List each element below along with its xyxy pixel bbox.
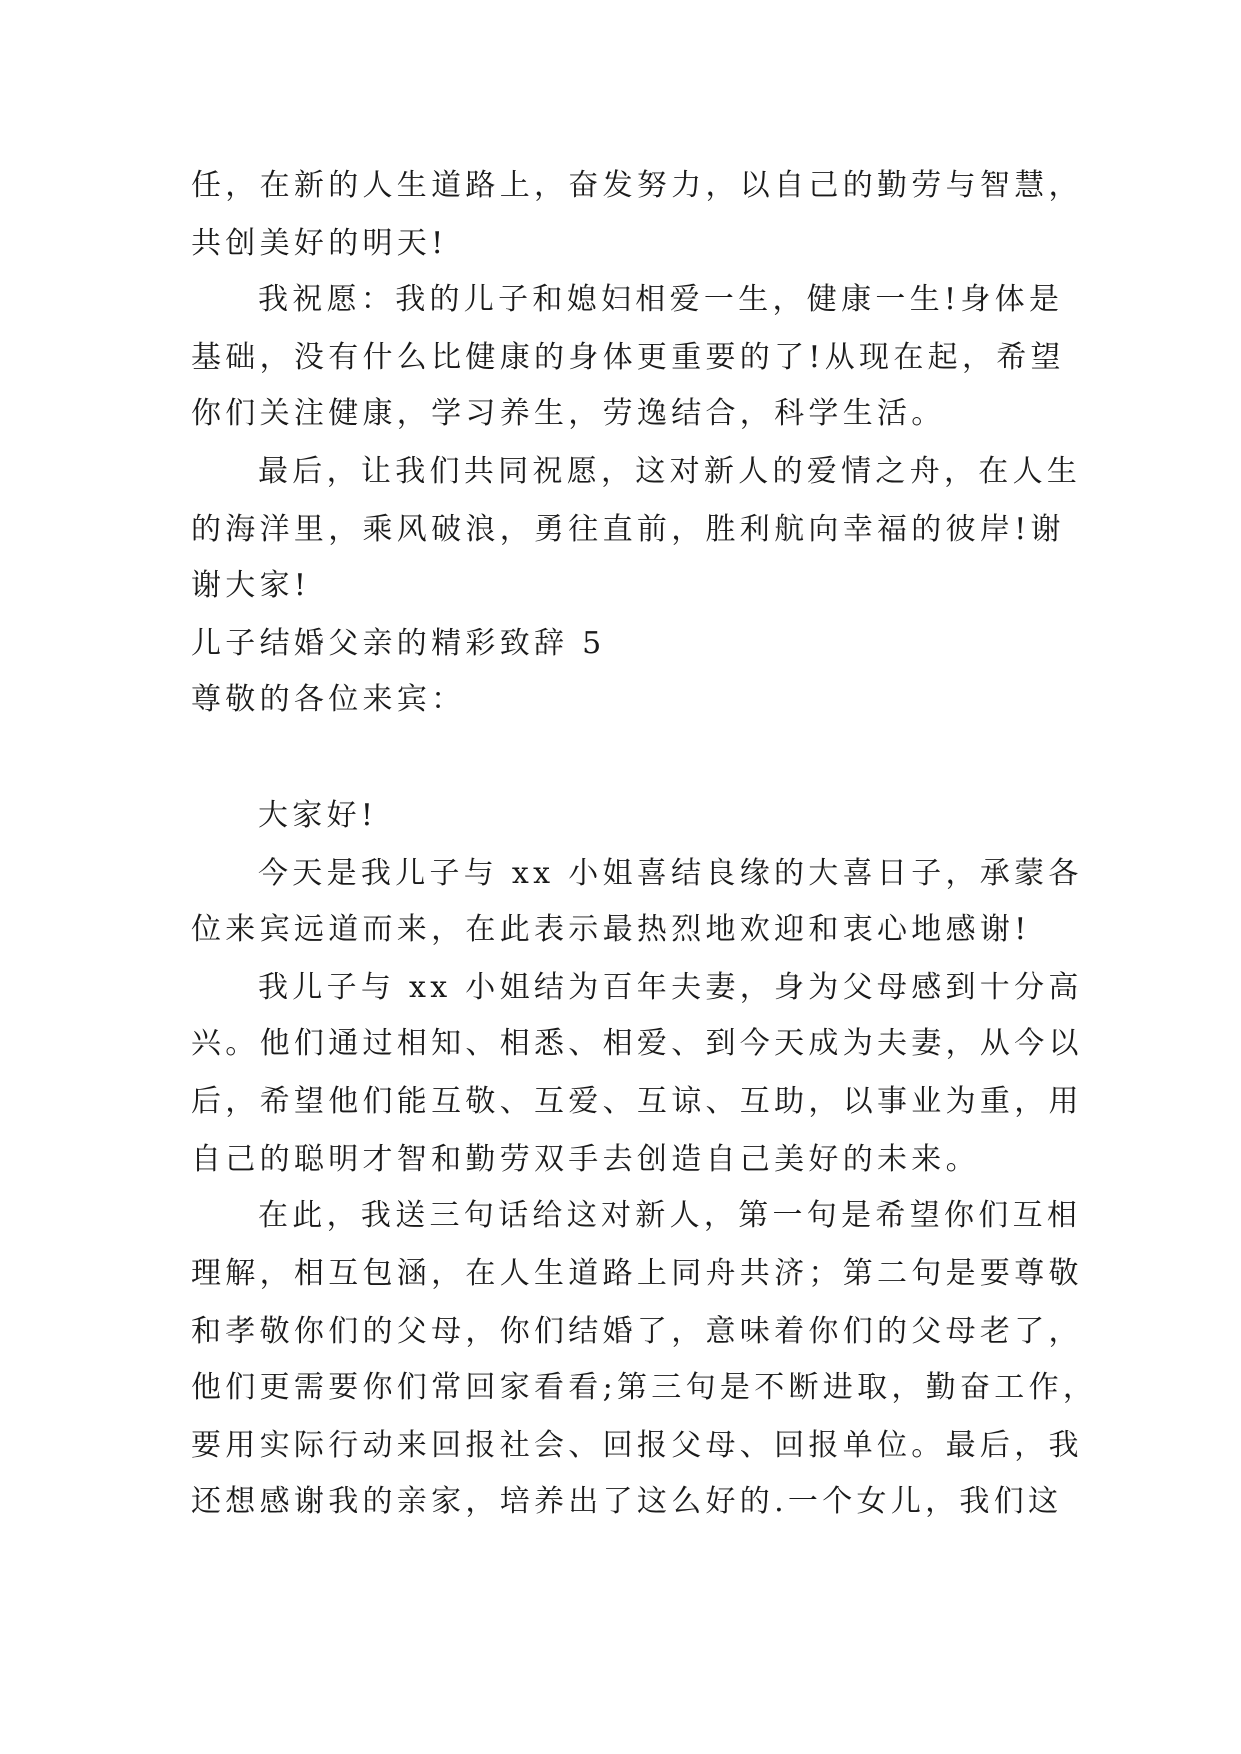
paragraph-line: 兴。他们通过相知、相悉、相爱、到今天成为夫妻，从今以	[191, 1026, 1083, 1061]
paragraph-line: 任，在新的人生道路上，奋发努力，以自己的勤劳与智慧，	[191, 168, 1083, 203]
section-heading: 儿子结婚父亲的精彩致辞 5	[191, 626, 606, 661]
paragraph-line: 我儿子与 xx 小姐结为百年夫妻，身为父母感到十分高	[258, 970, 1083, 1005]
paragraph-line: 基础，没有什么比健康的身体更重要的了!从现在起，希望	[191, 340, 1065, 375]
paragraph-line: 共创美好的明天!	[191, 226, 448, 261]
paragraph-line: 理解，相互包涵，在人生道路上同舟共济；第二句是要尊敬	[191, 1256, 1083, 1291]
paragraph-line: 位来宾远道而来，在此表示最热烈地欢迎和衷心地感谢!	[191, 912, 1031, 947]
paragraph-line: 还想感谢我的亲家，培养出了这么好的.一个女儿，我们这	[191, 1484, 1063, 1519]
paragraph-line: 的海洋里，乘风破浪，勇往直前，胜利航向幸福的彼岸!谢	[191, 512, 1065, 547]
paragraph-line: 我祝愿：我的儿子和媳妇相爱一生，健康一生!身体是	[258, 282, 1064, 317]
paragraph-line: 最后，让我们共同祝愿，这对新人的爱情之舟，在人生	[258, 454, 1082, 489]
paragraph-line: 在此，我送三句话给这对新人，第一句是希望你们互相	[258, 1198, 1082, 1233]
greeting: 大家好!	[258, 798, 378, 833]
salutation: 尊敬的各位来宾：	[191, 682, 466, 717]
paragraph-line: 和孝敬你们的父母，你们结婚了，意味着你们的父母老了，	[191, 1314, 1083, 1349]
paragraph-line: 谢大家!	[191, 568, 311, 603]
paragraph-line: 他们更需要你们常回家看看;第三句是不断进取，勤奋工作，	[191, 1370, 1098, 1405]
paragraph-line: 自己的聪明才智和勤劳双手去创造自己美好的未来。	[191, 1142, 980, 1177]
paragraph-line: 后，希望他们能互敬、互爱、互谅、互助，以事业为重，用	[191, 1084, 1083, 1119]
paragraph-line: 今天是我儿子与 xx 小姐喜结良缘的大喜日子，承蒙各	[258, 856, 1083, 891]
paragraph-line: 要用实际行动来回报社会、回报父母、回报单位。最后，我	[191, 1428, 1083, 1463]
paragraph-line: 你们关注健康，学习养生，劳逸结合，科学生活。	[191, 396, 946, 431]
